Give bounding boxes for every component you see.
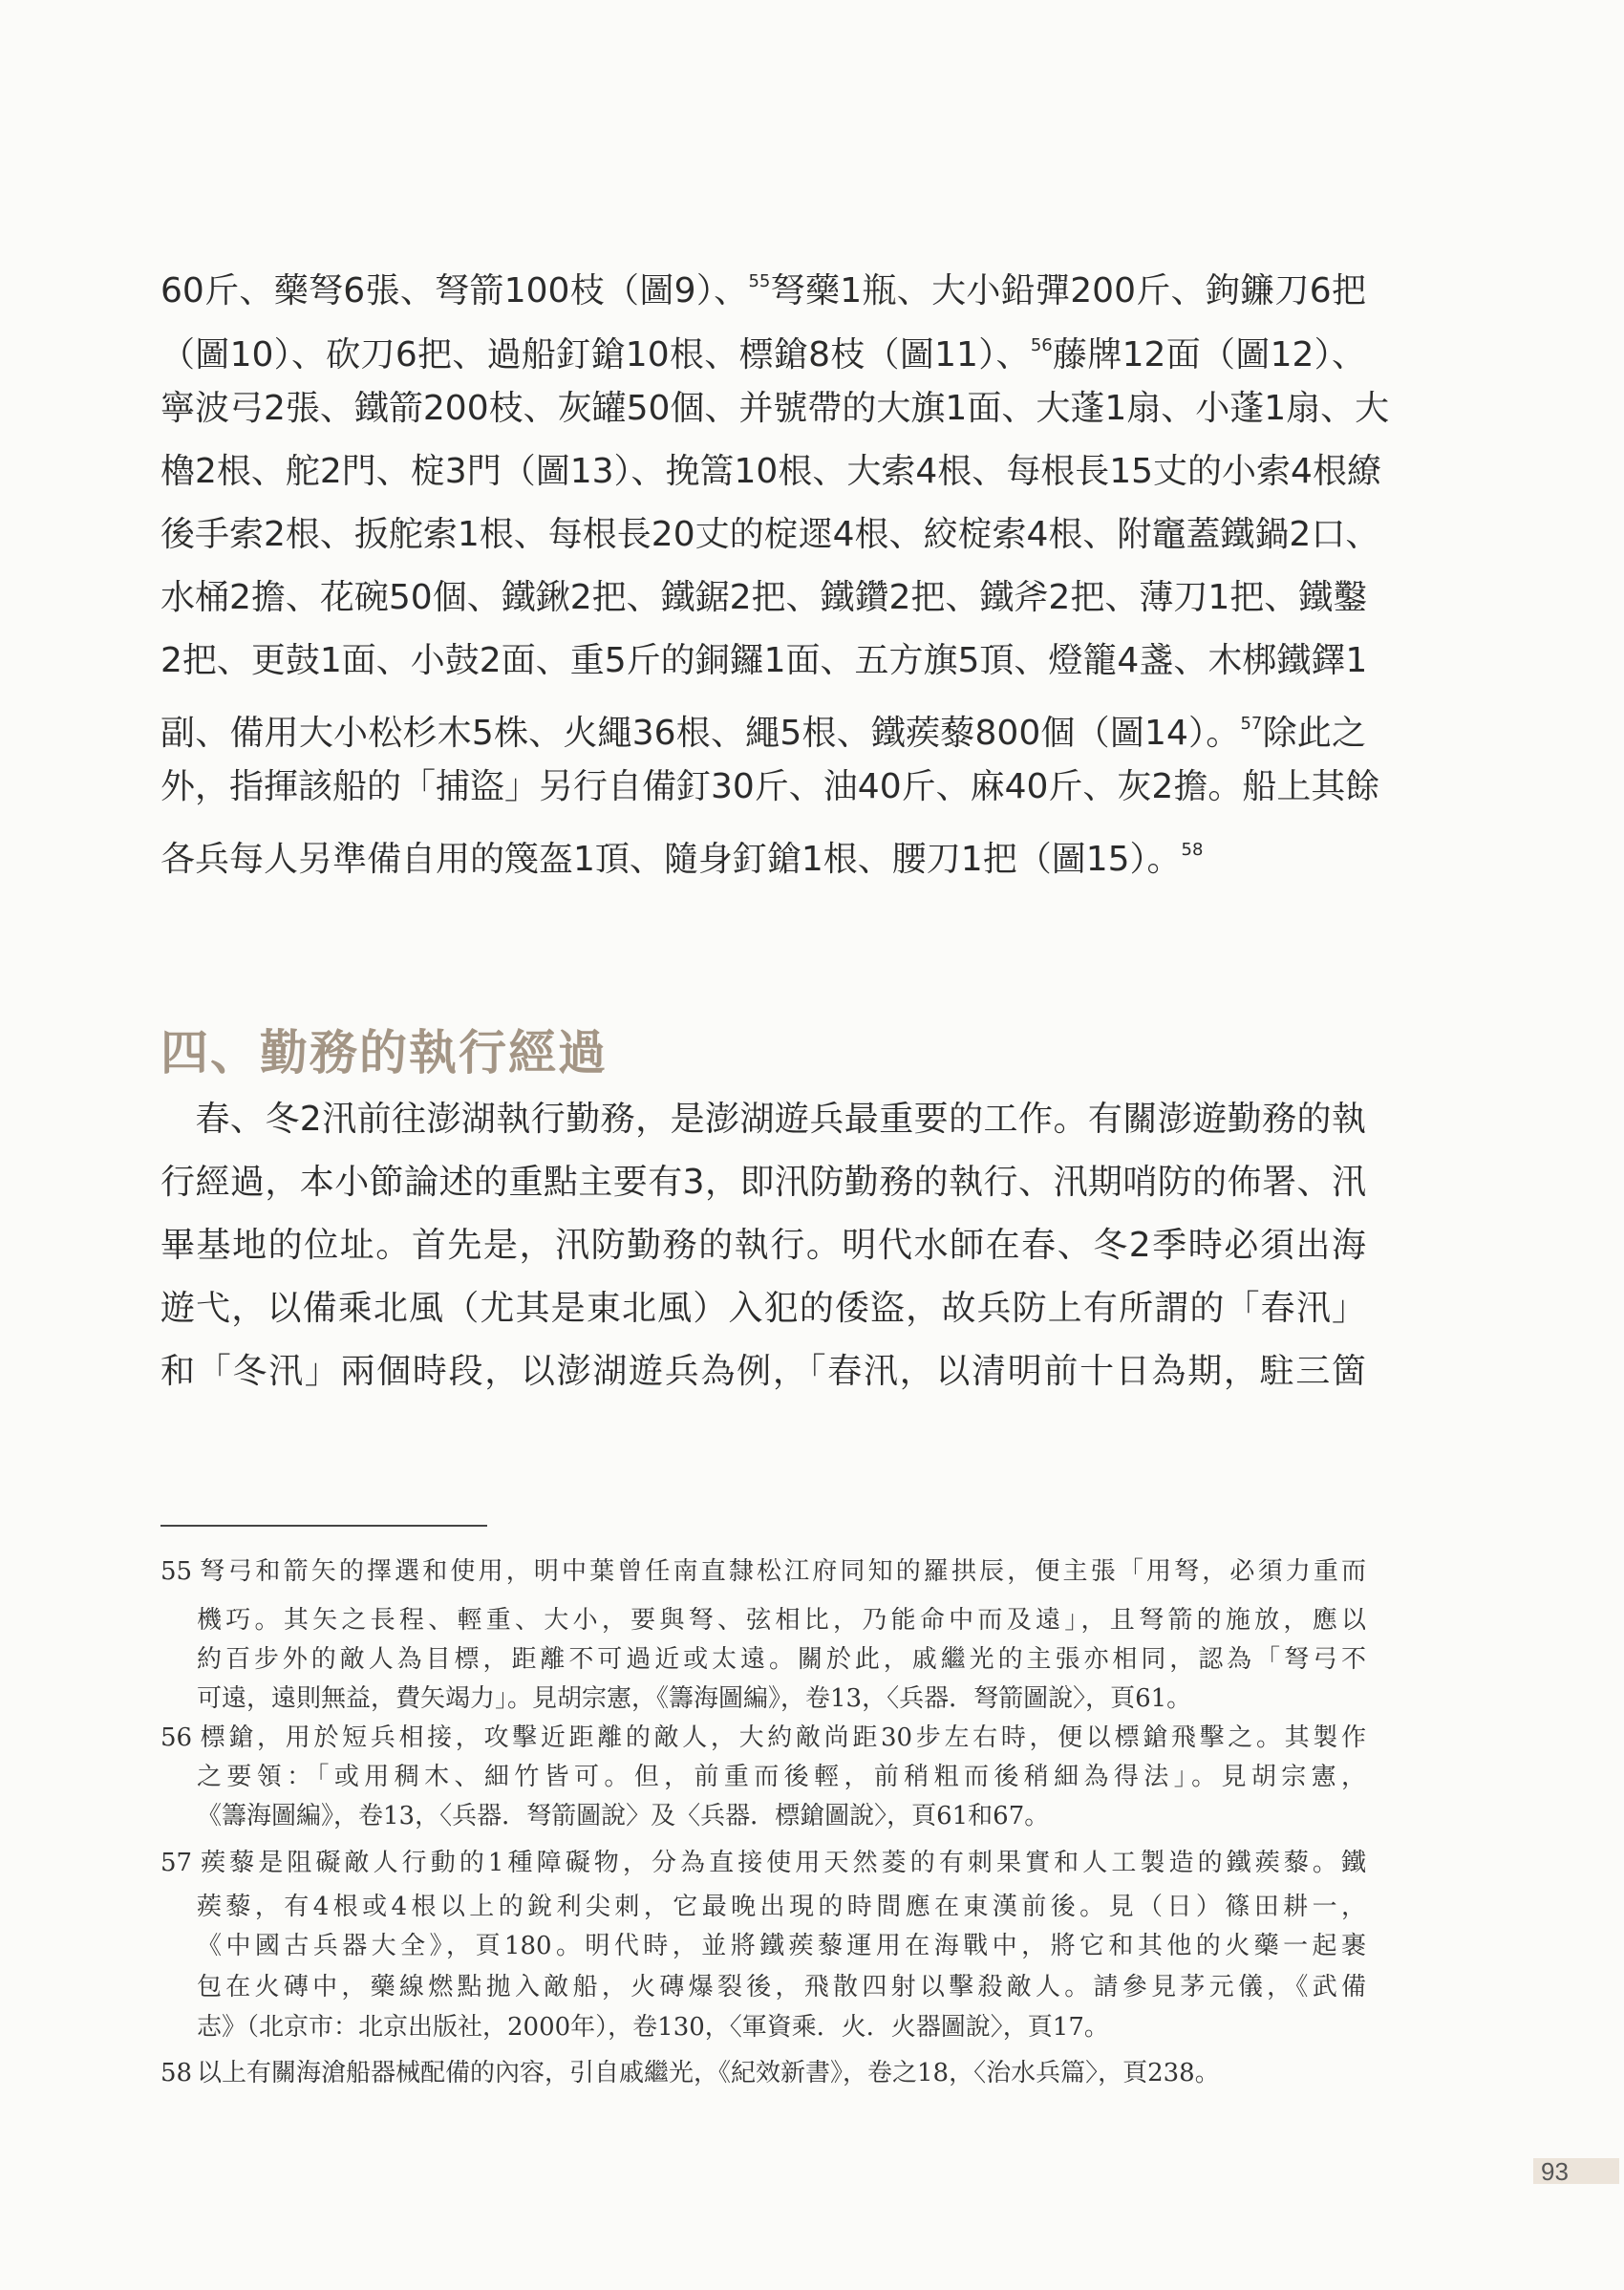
footnote-ref: 58 [1181, 840, 1204, 860]
text-run: 副、備用大小松杉木5株、火繩36根、繩5根、鐵蒺藜800個（圖14）。 [160, 714, 1241, 753]
footnote-line [197, 1969, 1366, 2005]
text-run: 櫓2根、舵2門、椗3門（圖13）、挽篙10根、大索4根、每根長15丈的小索4根繚 [160, 452, 1381, 491]
body-line [160, 258, 1366, 310]
footnote-text: 以上有關海滄船器械配備的內容，引自戚繼光，《紀效新書》，卷之18，〈治水兵篇〉，頁238。 [197, 2059, 1220, 2087]
footnote-text: 《籌海圖編》，卷13，〈兵器．弩箭圖說〉及〈兵器．標鎗圖說〉，頁61和67。 [197, 1802, 1050, 1830]
text-run: 2把、更鼓1面、小鼓2面、重5斤的銅鑼1面、五方旗5頂、燈籠4盞、木梆鐵鐸1 [160, 641, 1368, 680]
footnote-text: 蒺藜是阻礙敵人行動的1種障礙物，分為直接使用天然菱的有刺果實和人工製造的鐵蒺藜。鐵 [197, 1849, 1366, 1877]
body-line [160, 511, 1380, 559]
footnote-text: 可遠，遠則無益，費矢竭力」。見胡宗憲，《籌海圖編》，卷13，〈兵器．弩箭圖說〉，頁61。 [197, 1684, 1192, 1713]
footnote-text: 包在火磚中，藥線燃點拋入敵船，火磚爆裂後，飛散四射以擊殺敵人。請參見茅元儀，《武備 [197, 1973, 1366, 2001]
footnote-line [160, 1720, 1366, 1756]
paragraph-line: 和「冬汛」兩個時段，以澎湖遊兵為例，「春汛，以清明前十日為期，駐三箇 [160, 1352, 1366, 1391]
body-line [160, 763, 1380, 811]
paragraph-line: 畢基地的位址。首先是，汛防勤務的執行。明代水師在春、冬2季時必須出海 [160, 1226, 1366, 1265]
text-run: 水桶2擔、花碗50個、鐵鍬2把、鐵鋸2把、鐵鑽2把、鐵斧2把、薄刀1把、鐵鑿 [160, 578, 1368, 617]
footnote-number: 55 [160, 1557, 193, 1586]
body-line [160, 826, 1366, 879]
footnote-ref: 55 [748, 271, 771, 291]
paragraph-line: 春、冬2汛前往澎湖執行勤務，是澎湖遊兵最重要的工作。有關澎遊勤務的執 [160, 1100, 1366, 1139]
body-line [160, 448, 1381, 496]
text-run: （圖10）、砍刀6把、過船釘鎗10根、標鎗8枝（圖11）、 [160, 335, 1031, 375]
footnote-divider [160, 1525, 487, 1527]
section-heading: 四、勤務的執行經過 [160, 1025, 608, 1081]
text-run: 後手索2根、扳舵索1根、每根長20丈的椗遝4根、絞椗索4根、附竈蓋鐵鍋2口、 [160, 515, 1380, 554]
body-line [160, 385, 1390, 433]
paragraph-line: 行經過，本小節論述的重點主要有3，即汛防勤務的執行、汛期哨防的佈署、汛 [160, 1163, 1366, 1202]
footnote-line [160, 2055, 1366, 2091]
text-run: 除此之 [1262, 714, 1366, 753]
footnote-text: 標鎗，用於短兵相接，攻擊近距離的敵人，大約敵尚距30步左右時，便以標鎗飛擊之。其製作 [197, 1723, 1366, 1752]
body-line [160, 700, 1366, 753]
body-line [160, 574, 1366, 622]
footnote-line [197, 1680, 1366, 1717]
text-run: 60斤、藥弩6張、弩箭100枝（圖9）、 [160, 271, 749, 310]
footnote-line [197, 2009, 1366, 2045]
footnote-line [160, 1845, 1366, 1881]
body-line [160, 322, 1366, 375]
footnote-line [160, 1553, 1366, 1590]
footnote-line [197, 1798, 1366, 1834]
footnote-text: 之要領：「或用稠木、細竹皆可。但，前重而後輕，前稍粗而後稍細為得法」。見胡宗憲， [197, 1763, 1366, 1791]
footnote-text: 蒺藜，有4根或4根以上的銳利尖刺，它最晚出現的時間應在東漢前後。見（日）篠田耕一， [197, 1893, 1366, 1921]
text-run: 藤牌12面（圖12）、 [1052, 335, 1366, 375]
footnote-number: 57 [160, 1849, 193, 1877]
footnote-text: 《中國古兵器大全》，頁180。明代時，並將鐵蒺藜運用在海戰中，將它和其他的火藥一起裹 [197, 1932, 1366, 1960]
text-run: 各兵每人另準備自用的篾盔1頂、隨身釘鎗1根、腰刀1把（圖15）。 [160, 840, 1182, 879]
text-run: 弩藥1瓶、大小鉛彈200斤、鉤鐮刀6把 [770, 271, 1366, 310]
footnote-line [197, 1759, 1366, 1795]
footnote-line [197, 1602, 1366, 1638]
body-line [160, 637, 1366, 685]
page-number: 93 [1533, 2158, 1619, 2184]
footnote-text: 弩弓和箭矢的擇選和使用，明中葉曾任南直隸松江府同知的羅拱辰，便主張「用弩，必須力重而 [197, 1557, 1366, 1586]
footnote-line [197, 1889, 1366, 1925]
footnote-ref: 56 [1030, 335, 1053, 355]
footnote-ref: 57 [1240, 714, 1263, 734]
footnote-number: 56 [160, 1723, 193, 1752]
footnote-text: 志》（北京市：北京出版社，2000年），卷130，〈軍資乘．火．火器圖說〉，頁17。 [197, 2013, 1109, 2042]
footnote-text: 約百步外的敵人為目標，距離不可過近或太遠。關於此，戚繼光的主張亦相同，認為「弩弓不 [197, 1645, 1366, 1674]
footnote-line [197, 1641, 1366, 1678]
footnote-line [197, 1928, 1366, 1964]
text-run: 外，指揮該船的「捕盜」另行自備釘30斤、油40斤、麻40斤、灰2擔。船上其餘 [160, 767, 1380, 806]
footnote-number: 58 [160, 2059, 193, 2087]
paragraph-line: 遊弋，以備乘北風（尤其是東北風）入犯的倭盜，故兵防上有所謂的「春汛」 [160, 1289, 1366, 1328]
footnote-text: 機巧。其矢之長程、輕重、大小，要與弩、弦相比，乃能命中而及遠」，且弩箭的施放，應以 [197, 1606, 1366, 1635]
text-run: 寧波弓2張、鐵箭200枝、灰罐50個、并號帶的大旗1面、大蓬1扇、小蓬1扇、大 [160, 389, 1390, 428]
